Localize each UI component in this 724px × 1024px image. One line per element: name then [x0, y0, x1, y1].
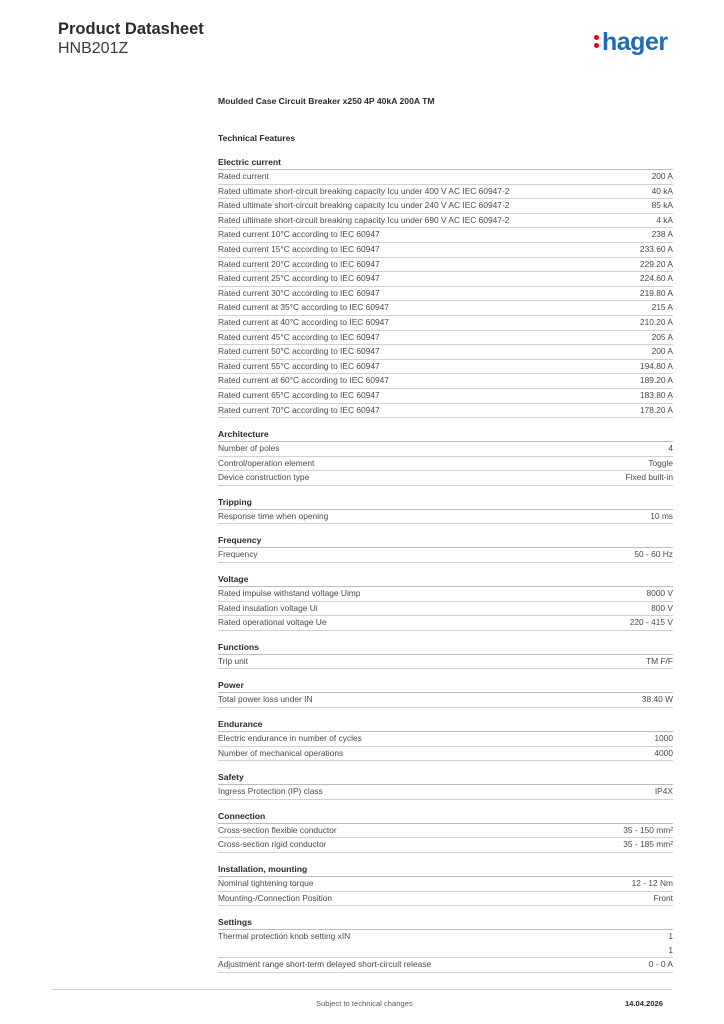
spec-label: Rated current at 40°C according to IEC 60947 [218, 316, 389, 327]
spec-row [218, 457, 673, 472]
spec-value: 238 A [651, 229, 673, 240]
section-title: Electric current [218, 155, 673, 170]
spec-label: Rated current [218, 171, 269, 181]
logo-dots-icon [594, 33, 600, 50]
spec-row [218, 892, 673, 907]
spec-row [218, 587, 673, 602]
section-title: Voltage [218, 572, 673, 587]
spec-row [218, 471, 673, 486]
spec-label: Rated current 20°C according to IEC 60947 [218, 258, 380, 269]
spec-label: Number of mechanical operations [218, 747, 344, 758]
spec-row [218, 655, 673, 670]
spec-label: Response time when opening [218, 510, 329, 521]
spec-value: Toggle [648, 457, 673, 468]
spec-label: Rated current 70°C according to IEC 60947 [218, 404, 380, 415]
spec-value: 219.80 A [639, 287, 673, 298]
spec-value: 210.20 A [639, 316, 673, 327]
spec-value: 12 - 12 Nm [631, 878, 673, 888]
spec-value: 38.40 W [641, 694, 673, 705]
spec-row [218, 214, 673, 229]
product-title: Moulded Case Circuit Breaker x250 4P 40kA 200A TM [218, 96, 435, 106]
spec-row [218, 389, 673, 404]
spec-row [218, 287, 673, 302]
section-title: Tripping [218, 495, 673, 510]
spec-label: Rated ultimate short-circuit breaking capacity Icu under 400 V AC IEC 60947-2 [218, 185, 510, 196]
spec-row [218, 331, 673, 346]
footer-date: 14.04.2026 [625, 999, 664, 1008]
spec-value: 1 1 [668, 931, 673, 955]
spec-label: Thermal protection knob setting xIN [218, 931, 351, 942]
spec-label: Total power loss under IN [218, 694, 313, 705]
spec-row [218, 272, 673, 287]
spec-value: 224.60 A [639, 273, 673, 284]
spec-label: Rated ultimate short-circuit breaking capacity Icu under 240 V AC IEC 60947-2 [218, 200, 510, 211]
spec-value: 35 - 150 mm² [623, 824, 673, 835]
section-title: Architecture [218, 427, 673, 442]
spec-value: 220 - 415 V [629, 617, 673, 628]
spec-row [218, 958, 673, 973]
logo-text: hager [602, 28, 668, 56]
spec-row [218, 732, 673, 747]
spec-label: Rated current 25°C according to IEC 60947 [218, 273, 380, 284]
spec-label: Mounting-/Connection Position [218, 892, 333, 903]
spec-label: Rated current at 35°C according to IEC 60947 [218, 302, 389, 313]
spec-value: 50 - 60 Hz [634, 549, 673, 560]
spec-row [218, 747, 673, 762]
spec-label: Rated current at 60°C according to IEC 60947 [218, 375, 389, 386]
section-title: Endurance [218, 717, 673, 732]
section [218, 533, 673, 563]
spec-row [218, 616, 673, 631]
spec-label: Electric endurance in number of cycles [218, 733, 362, 744]
spec-value: Front [653, 892, 673, 903]
section-title: Frequency [218, 533, 673, 548]
spec-row [218, 785, 673, 800]
spec-value: 40 kA [651, 185, 673, 196]
spec-value: 233.60 A [639, 243, 673, 254]
spec-label: Rated current 30°C according to IEC 60947 [218, 287, 380, 298]
spec-value: IP4X [654, 786, 673, 797]
spec-label: Rated current 65°C according to IEC 60947 [218, 389, 380, 400]
section [218, 640, 673, 670]
spec-row [218, 824, 673, 839]
spec-row [218, 548, 673, 563]
datasheet-content [218, 93, 673, 973]
document-title: Product Datasheet [58, 20, 204, 38]
spec-label: Rated operational voltage Ue [218, 617, 327, 628]
spec-value: 183.80 A [639, 389, 673, 400]
spec-row [218, 693, 673, 708]
spec-label: Rated current 15°C according to IEC 60947 [218, 243, 380, 254]
feature-sections [218, 155, 673, 973]
spec-label: Cross-section flexible conductor [218, 824, 337, 835]
section-title: Functions [218, 640, 673, 655]
spec-label: Rated current 45°C according to IEC 60947 [218, 331, 380, 342]
section [218, 572, 673, 631]
spec-value: 4000 [654, 747, 673, 758]
spec-label: Ingress Protection (IP) class [218, 786, 323, 797]
spec-value: 189.20 A [639, 375, 673, 386]
spec-row [218, 243, 673, 258]
section-title: Settings [218, 915, 673, 930]
spec-row [218, 316, 673, 331]
spec-label: Control/operation element [218, 457, 315, 468]
spec-value: 205 A [651, 331, 673, 342]
section [218, 862, 673, 906]
spec-value: 800 V [651, 602, 673, 613]
spec-value: 0 - 0 A [648, 959, 673, 970]
spec-label: Nominal tightening torque [218, 878, 314, 888]
spec-value: Fixed built-in [625, 472, 673, 483]
spec-row [218, 877, 673, 892]
section [218, 717, 673, 761]
spec-row [218, 301, 673, 316]
spec-value: 85 kA [651, 200, 673, 211]
section-title: Installation, mounting [218, 862, 673, 877]
spec-label: Cross-section rigid conductor [218, 839, 327, 850]
spec-row [218, 930, 673, 958]
spec-value: 215 A [651, 302, 673, 313]
section-title: Power [218, 678, 673, 693]
spec-label: Rated current 55°C according to IEC 60947 [218, 360, 380, 371]
spec-row [218, 228, 673, 243]
spec-label: Device construction type [218, 472, 310, 483]
section-title: Safety [218, 770, 673, 785]
spec-value: 4 kA [656, 214, 673, 225]
spec-value: 194.80 A [639, 360, 673, 371]
spec-row [218, 404, 673, 419]
section-title: Connection [218, 809, 673, 824]
features-title: Technical Features [218, 133, 296, 143]
spec-row [218, 345, 673, 360]
section [218, 495, 673, 525]
spec-label: Trip unit [218, 655, 248, 666]
spec-row [218, 360, 673, 375]
footer-divider [52, 989, 672, 990]
section [218, 915, 673, 973]
spec-value: 35 - 185 mm² [623, 839, 673, 850]
section [218, 678, 673, 708]
spec-value: 200 A [651, 346, 673, 357]
spec-row [218, 185, 673, 200]
spec-value: 200 A [651, 171, 673, 181]
spec-row [218, 838, 673, 853]
spec-value: 229.20 A [639, 258, 673, 269]
spec-value: TM F/F [646, 655, 673, 666]
spec-label: Rated current 50°C according to IEC 60947 [218, 346, 380, 357]
spec-label: Frequency [218, 549, 258, 560]
spec-row [218, 602, 673, 617]
spec-label: Rated impulse withstand voltage Uimp [218, 588, 361, 599]
spec-label: Adjustment range short-term delayed short-circuit release [218, 959, 432, 970]
spec-label: Rated current 10°C according to IEC 60947 [218, 229, 380, 240]
product-code: HNB201Z [58, 40, 129, 57]
spec-row [218, 510, 673, 525]
hager-logo [594, 28, 668, 56]
spec-row [218, 170, 673, 185]
spec-value: 178.20 A [639, 404, 673, 415]
section [218, 809, 673, 853]
spec-value: 4 [668, 443, 673, 454]
spec-value: 10 ms [650, 510, 673, 521]
spec-row [218, 199, 673, 214]
footer-note: Subject to technical changes [316, 999, 413, 1008]
spec-label: Rated ultimate short-circuit breaking capacity Icu under 690 V AC IEC 60947-2 [218, 214, 510, 225]
spec-row [218, 442, 673, 457]
spec-value: 8000 V [646, 588, 673, 599]
spec-value: 1000 [654, 733, 673, 744]
spec-label: Rated insulation voltage Ui [218, 602, 318, 613]
section [218, 155, 673, 418]
spec-row [218, 258, 673, 273]
section [218, 770, 673, 800]
section [218, 427, 673, 486]
spec-row [218, 374, 673, 389]
spec-label: Number of poles [218, 443, 280, 454]
